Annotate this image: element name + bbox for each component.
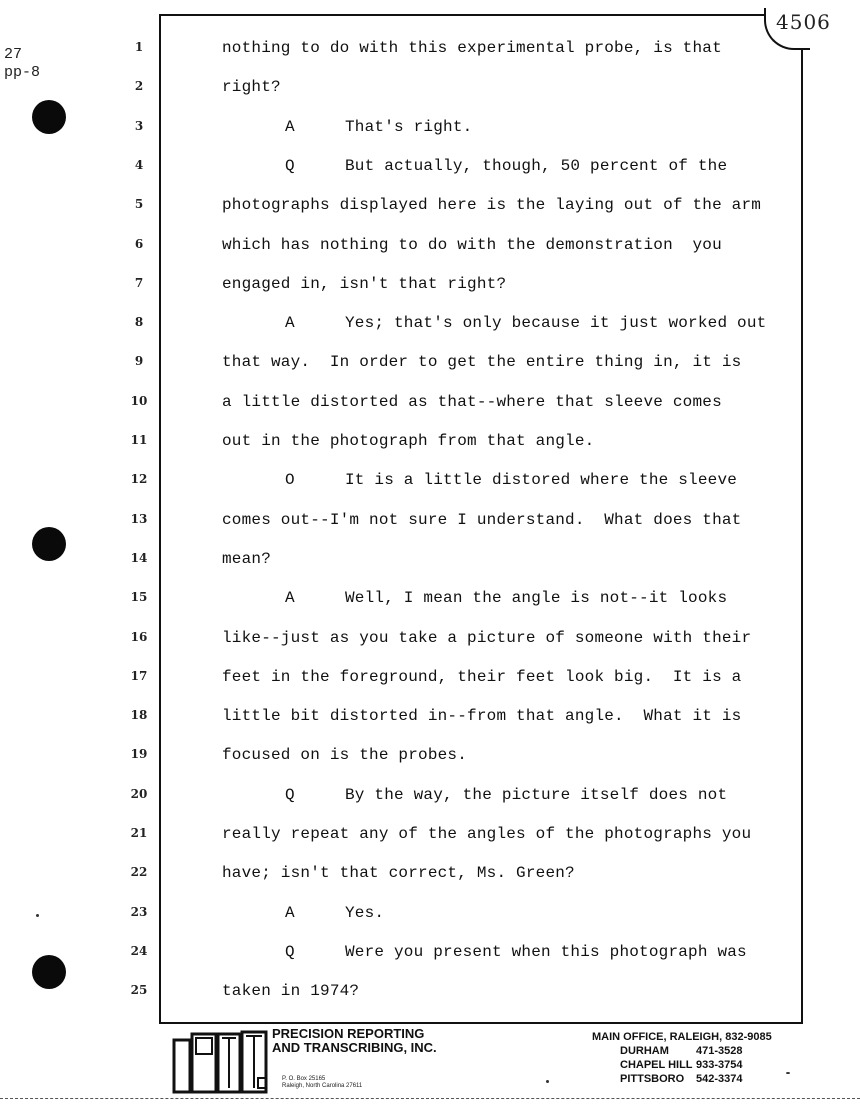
transcript-line [222, 981, 359, 1001]
line-number: 25 [130, 983, 148, 998]
margin-note-page: 27 [4, 46, 23, 63]
transcript-line [222, 235, 722, 255]
line-text: nothing to do with this experimental probe, is that [222, 39, 722, 57]
company-name-line: PRECISION REPORTING [272, 1026, 425, 1041]
binder-hole [32, 955, 66, 989]
line-text: Yes; that's only because it just worked out [345, 314, 767, 333]
line-text: focused on is the probes. [222, 746, 468, 765]
line-number: 16 [130, 629, 148, 644]
office-phone: 471-3528 [696, 1045, 743, 1057]
line-text: that way. In order to get the entire thing in, it is [222, 353, 742, 372]
bottom-rule [0, 1098, 860, 1099]
transcript-line [222, 352, 741, 372]
line-text: That's right. [345, 117, 473, 136]
line-number: 21 [130, 826, 148, 840]
footer [0, 1024, 860, 1106]
office-phone: 542-3374 [696, 1073, 743, 1085]
speaker-label: O [285, 471, 295, 490]
transcript-line [222, 706, 741, 726]
speaker-label: A [285, 314, 295, 333]
line-number: 17 [130, 668, 148, 683]
line-text: photographs displayed here is the laying out of the arm [222, 196, 762, 215]
line-number: 1 [134, 40, 144, 54]
transcript-line [222, 863, 575, 883]
po-box-line: Raleigh, North Carolina 27611 [282, 1083, 363, 1089]
binder-hole [32, 100, 66, 134]
page-number: 4506 [776, 10, 831, 34]
transcript-line [222, 195, 761, 215]
speaker-label: Q [285, 942, 295, 961]
line-number: 8 [134, 315, 144, 330]
transcript-line [222, 274, 506, 294]
transcript-line [222, 745, 467, 765]
line-text: a little distorted as that--where that sleeve comes [222, 392, 722, 411]
binder-hole [32, 527, 66, 561]
line-number: 6 [134, 236, 144, 251]
scan-speck [546, 1080, 549, 1083]
line-number: 12 [130, 472, 148, 487]
line-text: taken in 1974? [222, 982, 360, 1001]
transcript-line [222, 510, 741, 530]
office-city: CHAPEL HILL [620, 1059, 693, 1071]
speaker-label: A [285, 117, 295, 136]
office-city: DURHAM [620, 1045, 669, 1057]
line-number: 11 [130, 433, 148, 447]
company-logo-icon [172, 1030, 268, 1094]
line-text: out in the photograph from that angle. [222, 432, 595, 450]
office-phone: 933-3754 [696, 1059, 743, 1071]
line-text: engaged in, isn't that right? [222, 274, 507, 293]
line-number: 7 [134, 275, 144, 290]
line-number: 2 [134, 79, 144, 94]
line-number: 5 [134, 197, 144, 212]
speaker-label: A [285, 589, 295, 608]
speaker-label: Q [285, 156, 295, 175]
office-row [592, 1072, 772, 1086]
line-text: have; isn't that correct, Ms. Green? [222, 864, 575, 883]
line-text: Yes. [345, 903, 385, 922]
line-number: 20 [130, 786, 148, 801]
office-list [592, 1030, 772, 1086]
transcript-line [222, 667, 741, 687]
line-text: feet in the foreground, their feet look big. It is a [222, 667, 742, 686]
line-number: 18 [130, 708, 148, 723]
po-box [282, 1076, 362, 1090]
line-text: like--just as you take a picture of someone with their [222, 628, 752, 647]
line-text: Were you present when this photograph was [345, 942, 747, 961]
line-text: really repeat any of the angles of the photographs you [222, 825, 752, 843]
line-text: mean? [222, 549, 272, 568]
line-text: right? [222, 78, 281, 97]
line-number: 24 [130, 943, 148, 958]
scan-speck [786, 1072, 790, 1074]
line-text: By the way, the picture itself does not [345, 785, 728, 804]
office-city: PITTSBORO [620, 1073, 685, 1085]
line-text: little bit distorted in--from that angle. What it is [222, 707, 742, 726]
transcript-line [222, 392, 722, 412]
line-text: It is a little distored where the sleeve [345, 471, 738, 490]
office-row [592, 1044, 772, 1058]
line-text: which has nothing to do with the demonstration you [222, 235, 722, 254]
line-number: 23 [130, 904, 148, 919]
transcript-line [222, 77, 281, 97]
transcript-line [222, 549, 271, 569]
office-row [592, 1058, 772, 1072]
company-name [272, 1027, 437, 1055]
line-text: But actually, though, 50 percent of the [345, 156, 728, 175]
po-box-line: P. O. Box 25165 [282, 1076, 326, 1082]
line-number: 22 [130, 865, 148, 880]
line-number: 14 [130, 550, 148, 565]
line-number: 3 [134, 118, 144, 133]
margin-note-initials: pp-8 [4, 64, 41, 81]
line-number: 9 [134, 354, 144, 369]
transcript-line [222, 431, 594, 451]
line-number: 4 [134, 157, 144, 172]
speaker-label: Q [285, 785, 295, 804]
transcript-line [222, 628, 751, 648]
transcript-line [222, 824, 751, 844]
line-text: Well, I mean the angle is not--it looks [345, 589, 728, 608]
scan-speck [36, 914, 39, 917]
line-number: 10 [130, 393, 148, 408]
speaker-label: A [285, 903, 295, 922]
main-office: MAIN OFFICE, RALEIGH, 832-9085 [592, 1031, 772, 1043]
line-number: 19 [130, 747, 148, 762]
line-number: 13 [130, 511, 148, 526]
line-text: comes out--I'm not sure I understand. What does that [222, 510, 742, 529]
company-name-line: AND TRANSCRIBING, INC. [272, 1040, 437, 1055]
line-number: 15 [130, 590, 148, 605]
transcript-line [222, 38, 722, 58]
